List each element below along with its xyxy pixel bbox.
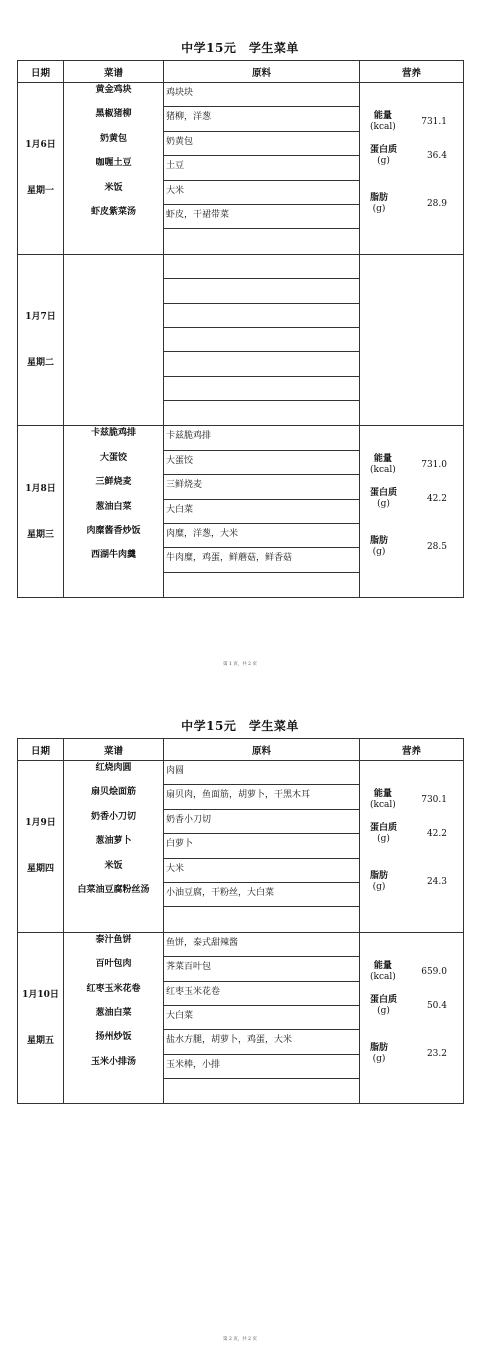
ingredient-row xyxy=(164,229,359,253)
menu-table-page-2 xyxy=(17,738,464,1104)
weekday-label: 星期二 xyxy=(26,358,54,369)
protein-name: 蛋白质 xyxy=(370,994,398,1005)
protein-name: 蛋白质 xyxy=(370,145,398,155)
ingredient-row: 小油豆腐，干粉丝，大白菜 xyxy=(164,883,359,907)
ingredient-row: 大蛋饺 xyxy=(164,451,359,475)
date-label: 1月7日 xyxy=(25,312,56,323)
energy-value: 659.0 xyxy=(421,966,447,977)
energy-value: 731.0 xyxy=(421,460,447,471)
protein-unit: (g) xyxy=(377,499,390,510)
header-dish: 菜谱 xyxy=(64,739,164,761)
ingredient-row xyxy=(164,304,359,328)
energy-label xyxy=(370,454,396,476)
protein-unit: (g) xyxy=(377,1005,390,1016)
weekday-label: 星期四 xyxy=(26,864,54,875)
fat-unit: (g) xyxy=(372,1053,386,1064)
date-label: 1月9日 xyxy=(25,818,56,829)
protein-value: 42.2 xyxy=(426,494,447,505)
nutrition-row xyxy=(360,488,463,536)
menu-table-page-1 xyxy=(17,60,464,598)
fat-label xyxy=(370,871,388,893)
protein-name: 蛋白质 xyxy=(370,488,398,499)
protein-unit: (g) xyxy=(377,834,390,844)
ingredient-row: 卡兹脆鸡排 xyxy=(164,426,359,450)
fat-value: 28.9 xyxy=(426,199,447,209)
fat-label xyxy=(370,536,388,558)
day-row xyxy=(18,83,464,255)
nutrition-row xyxy=(360,193,463,241)
header-ingredients: 原料 xyxy=(164,739,360,761)
dish-name: 三鲜烧麦 xyxy=(95,477,132,488)
ingredient-row: 玉米棒，小排 xyxy=(164,1055,359,1079)
nutrition-cell xyxy=(360,254,464,426)
protein-value: 36.4 xyxy=(426,151,447,161)
table-header-row xyxy=(18,61,464,83)
energy-label xyxy=(370,961,396,983)
ingredient-row xyxy=(164,401,359,425)
nutrition-cell xyxy=(360,761,464,933)
dish-name: 米饭 xyxy=(104,860,123,871)
fat-name: 脂肪 xyxy=(370,871,389,881)
protein-label xyxy=(370,995,397,1017)
table-header-row xyxy=(18,739,464,761)
energy-label xyxy=(370,111,396,133)
ingredients-cell xyxy=(164,932,360,1104)
dish-name: 泰汁鱼饼 xyxy=(95,934,132,945)
ingredient-row: 猪柳，洋葱 xyxy=(164,107,359,131)
nutrition-row xyxy=(360,995,463,1043)
fat-unit: (g) xyxy=(372,547,386,558)
fat-name: 脂肪 xyxy=(370,193,389,203)
header-nutrition: 营养 xyxy=(360,739,464,761)
energy-value: 731.1 xyxy=(421,117,447,127)
protein-label xyxy=(370,823,397,845)
dish-name: 玉米小排汤 xyxy=(90,1056,136,1067)
nutrition-cell xyxy=(360,932,464,1104)
dish-cell xyxy=(64,761,164,933)
date-label: 1月6日 xyxy=(25,140,56,151)
ingredients-cell xyxy=(164,83,360,255)
ingredient-row: 白萝卜 xyxy=(164,834,359,858)
header-date: 日期 xyxy=(18,61,64,83)
fat-label xyxy=(370,193,388,215)
header-date: 日期 xyxy=(18,739,64,761)
energy-unit: (kcal) xyxy=(370,122,396,132)
weekday-label: 星期五 xyxy=(26,1036,54,1047)
weekday-label: 星期一 xyxy=(26,186,54,197)
dish-cell xyxy=(64,932,164,1104)
header-dish: 菜谱 xyxy=(64,61,164,83)
energy-unit: (kcal) xyxy=(370,800,396,810)
ingredient-row: 大米 xyxy=(164,859,359,883)
ingredient-row xyxy=(164,1079,359,1103)
energy-name: 能量 xyxy=(373,960,392,971)
date-cell xyxy=(18,761,64,933)
protein-label xyxy=(370,145,397,167)
protein-value: 50.4 xyxy=(426,1000,447,1011)
dish-name: 红烧肉圆 xyxy=(95,763,132,773)
ingredients-cell xyxy=(164,426,360,598)
fat-name: 脂肪 xyxy=(370,1042,389,1053)
ingredient-row: 荠菜百叶包 xyxy=(164,957,359,981)
date-label: 1月10日 xyxy=(22,990,59,1001)
protein-name: 蛋白质 xyxy=(370,823,398,833)
dish-name: 百叶包肉 xyxy=(95,959,132,970)
ingredient-row: 奶香小刀切 xyxy=(164,810,359,834)
ingredient-row xyxy=(164,907,359,931)
day-row xyxy=(18,254,464,426)
ingredient-row: 肉糜，洋葱，大米 xyxy=(164,524,359,548)
dish-name: 西湖牛肉羹 xyxy=(90,550,136,561)
date-label: 1月8日 xyxy=(25,483,56,494)
energy-name: 能量 xyxy=(373,454,392,465)
header-nutrition: 营养 xyxy=(360,61,464,83)
ingredient-row xyxy=(164,255,359,279)
ingredient-row xyxy=(164,352,359,376)
menu-title-page-2: 中学15元 学生菜单 xyxy=(181,719,299,733)
dish-name: 米饭 xyxy=(104,182,123,193)
day-row xyxy=(18,761,464,933)
fat-unit: (g) xyxy=(372,882,386,892)
nutrition-row xyxy=(360,1043,463,1091)
dish-name: 虾皮紫菜汤 xyxy=(90,206,136,217)
dish-name: 葱油萝卜 xyxy=(95,836,132,847)
fat-label xyxy=(370,1043,388,1065)
energy-unit: (kcal) xyxy=(370,465,396,476)
page-footer-1: 第 1 页，共 2 页 xyxy=(223,662,257,667)
fat-value: 24.3 xyxy=(426,877,447,887)
protein-unit: (g) xyxy=(377,156,390,166)
date-cell xyxy=(18,83,64,255)
energy-unit: (kcal) xyxy=(370,971,396,982)
dish-name: 白菜油豆腐粉丝汤 xyxy=(77,884,150,895)
ingredient-row xyxy=(164,377,359,401)
dish-name: 卡兹脆鸡排 xyxy=(90,428,136,439)
menu-title-page-1: 中学15元 学生菜单 xyxy=(181,41,299,55)
day-row xyxy=(18,426,464,598)
dish-name: 奶香小刀切 xyxy=(90,811,136,822)
dish-name: 咖喱土豆 xyxy=(95,158,132,169)
dish-cell xyxy=(64,254,164,426)
protein-label xyxy=(370,488,397,510)
dish-cell xyxy=(64,426,164,598)
dish-name: 葱油白菜 xyxy=(95,1007,132,1018)
dish-name: 红枣玉米花卷 xyxy=(86,983,141,994)
ingredient-row: 大白菜 xyxy=(164,1006,359,1030)
day-row xyxy=(18,932,464,1104)
dish-name: 黑椒猪柳 xyxy=(95,109,132,120)
ingredient-row: 肉圆 xyxy=(164,761,359,785)
nutrition-row xyxy=(360,145,463,193)
ingredient-row: 土豆 xyxy=(164,156,359,180)
header-ingredients: 原料 xyxy=(164,61,360,83)
nutrition-row xyxy=(360,536,463,584)
ingredient-row: 大白菜 xyxy=(164,500,359,524)
fat-value: 23.2 xyxy=(426,1048,447,1059)
date-cell xyxy=(18,426,64,598)
ingredients-cell xyxy=(164,761,360,933)
dish-name: 大蛋饺 xyxy=(99,452,127,463)
dish-name: 扬州炒饭 xyxy=(95,1032,132,1043)
dish-name: 肉糜酱香炒饭 xyxy=(86,526,141,537)
energy-label xyxy=(370,789,396,811)
date-cell xyxy=(18,254,64,426)
ingredient-row: 虾皮，干裙带菜 xyxy=(164,205,359,229)
energy-name: 能量 xyxy=(373,111,392,121)
fat-name: 脂肪 xyxy=(370,536,389,547)
dish-name: 葱油白菜 xyxy=(95,501,132,512)
dish-name: 扇贝烩面筋 xyxy=(90,787,136,798)
dish-cell xyxy=(64,83,164,255)
fat-unit: (g) xyxy=(372,204,386,214)
nutrition-cell xyxy=(360,83,464,255)
ingredient-row: 三鲜烧麦 xyxy=(164,475,359,499)
page-footer-2: 第 2 页，共 2 页 xyxy=(223,1337,257,1342)
ingredient-row: 大米 xyxy=(164,181,359,205)
ingredient-row xyxy=(164,328,359,352)
dish-name: 奶黄包 xyxy=(99,133,127,144)
date-cell xyxy=(18,932,64,1104)
ingredient-row: 红枣玉米花卷 xyxy=(164,982,359,1006)
ingredient-row: 扇贝肉，鱼面筋，胡萝卜，干黑木耳 xyxy=(164,785,359,809)
ingredient-row: 牛肉糜，鸡蛋，鲜蘑菇，鲜香菇 xyxy=(164,548,359,572)
nutrition-row xyxy=(360,823,463,871)
energy-value: 730.1 xyxy=(421,795,447,805)
ingredient-row: 奶黄包 xyxy=(164,132,359,156)
ingredient-row: 盐水方腿，胡萝卜，鸡蛋，大米 xyxy=(164,1030,359,1054)
nutrition-cell xyxy=(360,426,464,598)
nutrition-row xyxy=(360,871,463,919)
dish-name: 黄金鸡块 xyxy=(95,85,132,95)
ingredient-row: 鸡块块 xyxy=(164,83,359,107)
energy-name: 能量 xyxy=(373,789,392,799)
ingredient-row xyxy=(164,279,359,303)
ingredient-row xyxy=(164,573,359,597)
ingredients-cell xyxy=(164,254,360,426)
fat-value: 28.5 xyxy=(426,542,447,553)
ingredient-row: 鱼饼，泰式甜辣酱 xyxy=(164,933,359,957)
weekday-label: 星期三 xyxy=(26,529,54,540)
protein-value: 42.2 xyxy=(426,829,447,839)
